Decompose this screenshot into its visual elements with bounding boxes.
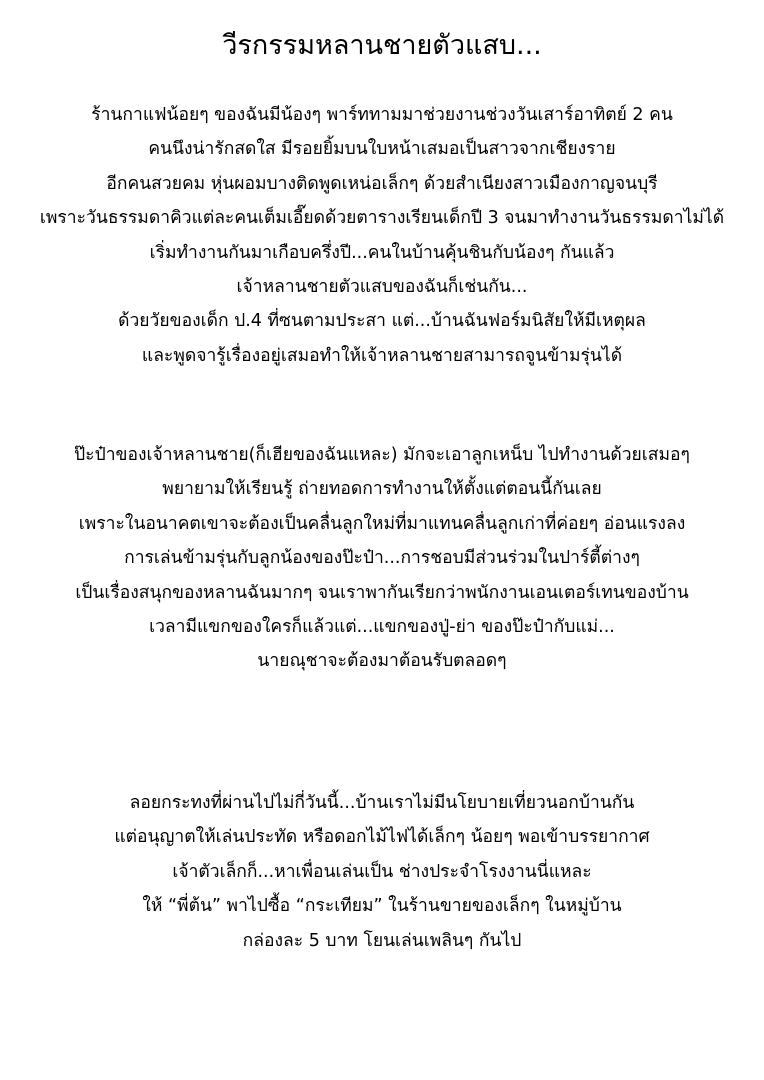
text-line: ด้วยวัยของเด็ก ป.4 ที่ซนตามประสา แต่...บ้านฉันฟอร์มนิสัยให้มีเหตุผล (118, 311, 646, 332)
text-line: ลอยกระทงที่ผ่านไปไม่กี่วันนี้...บ้านเราไม่มีนโยบายเที่ยวนอกบ้านกัน (129, 793, 635, 813)
text-line: ให้ “พี่ต้น” พาไปซื้อ “กระเทียม” ในร้านขายของเล็กๆ ในหมู่บ้าน (142, 896, 622, 917)
text-line: นายณุชาจะต้องมาต้อนรับตลอดๆ (257, 651, 507, 672)
paragraph-2 (0, 438, 764, 679)
text-line: เพราะในอนาคตเขาจะต้องเป็นคลื่นลูกใหม่ที่มาแทนคลื่นลูกเก่าที่ค่อยๆ อ่อนแรงลง (78, 513, 686, 534)
text-line: แต่อนุญาตให้เล่นประทัด หรือดอกไม้ไฟได้เล็กๆ น้อยๆ พอเข้าบรรยากาศ (114, 827, 650, 848)
text-line: คนนึงน่ารักสดใส มีรอยยิ้มบนใบหน้าเสมอเป็นสาวจากเชียงราย (148, 139, 616, 160)
text-line: เวลามีแขกของใครก็แล้วแต่...แขกของปู่-ย่า ของป๊ะป๋ากับแม่... (149, 617, 615, 638)
text-line: กล่องละ 5 บาท โยนเล่นเพลินๆ กันไป (242, 930, 522, 951)
text-line: ร้านกาแฟน้อยๆ ของฉันมีน้องๆ พาร์ททามมาช่วยงานช่วงวันเสาร์อาทิตย์ 2 คน (91, 105, 673, 125)
text-line: การเล่นข้ามรุ่นกับลูกน้องของป๊ะป๋า...การชอบมีส่วนร่วมในปาร์ตี้ต่างๆ (124, 548, 640, 569)
text-line: เจ้าตัวเล็กก็...หาเพื่อนเล่นเป็น ช่างประจำโรงงานนี่แหละ (172, 861, 592, 882)
document-title: วีรกรรมหลานชายตัวแสบ... (222, 30, 542, 61)
paragraph-3 (0, 786, 764, 958)
text-line: เจ้าหลานชายตัวแสบของฉันก็เช่นกัน... (236, 277, 528, 298)
text-line: ป๊ะป๋าของเจ้าหลานชาย(ก็เฮียของฉันแหละ) มักจะเอาลูกเหน็บ ไปทำงานด้วยเสมอๆ (74, 445, 690, 465)
text-line: และพูดจารู้เรื่องอยู่เสมอทำให้เจ้าหลานชายสามารถจูนข้ามรุ่นได้ (141, 345, 623, 366)
text-line: อีกคนสวยคม หุ่นผอมบางติดพูดเหน่อเล็กๆ ด้วยสำเนียงสาวเมืองกาญจนบุรี (106, 173, 658, 194)
text-line: เริ่มทำงานกันมาเกือบครึ่งปี...คนในบ้านคุ้นชินกับน้องๆ กันแล้ว (149, 242, 615, 263)
text-line: เป็นเรื่องสนุกของหลานฉันมากๆ จนเราพากันเรียกว่าพนักงานเอนเตอร์เทนของบ้าน (75, 582, 689, 603)
text-line: พยายามให้เรียนรู้ ถ่ายทอดการทำงานให้ตั้งแต่ตอนนี้กันเลย (162, 479, 602, 500)
text-line: เพราะวันธรรมดาคิวแต่ละคนเต็มเอี๊ยดด้วยตารางเรียนเด็กปี 3 จนมาทำงานวันธรรมดาไม่ได้ (39, 208, 725, 229)
paragraph-1 (0, 98, 764, 373)
